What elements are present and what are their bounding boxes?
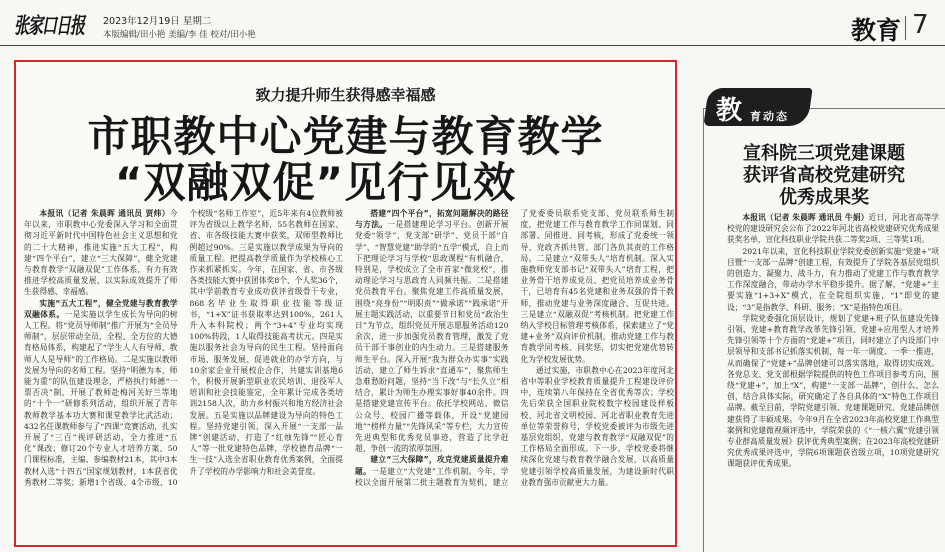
paragraph-text: 近日，河北省高等学校党的建设研究会公布了2022年河北省高校党建研究优秀成果获奖名单，宣化科技职业学院共获二等奖2项、三等奖1项。 (727, 213, 939, 245)
paragraph-lead: 搭建“四个平台”，拓宽问题解决的路径与方法。 (355, 209, 509, 230)
article-paragraph (355, 208, 509, 454)
paragraph-text: 今年以来，市职教中心党委深入学习和全面贯彻习近平新时代中国特色社会主义思想和党的二十大精神，推进实施“五大工程”，构建“四个平台”，建立“三大保障”，健全党建与教育教学“双融双促”工作体系，有力有效推进学校高质量发展，以实际成效提升了师生获得感、幸福感。 (24, 209, 178, 297)
main-article-box (14, 60, 677, 547)
sidebar-paragraph (727, 246, 939, 313)
paragraph-text: 一是建立“大党建”工作机制。今年，学校以全面开展第二批主题教育为契机，建立了党委委员联系党支部、党员联系师生制度，把党建工作与教育教学工作同谋划、同部署、同推进、同考核，形成了党委统一领导、党政齐抓共管、部门各负其责的工作格局。二是建立“双带头人”培育机制。深入实施教师党支部书记“双带头人”培育工程，把业务骨干培养成党员、把党员培养成业务骨干，已培育有45名党建和业务双强的骨干教师，推动党建与业务深度融合、互促共进。三是建立“双融双促”考核机制。把党建工作纳入学校目标管理考核体系，探索建立了“党建+业务”双向评价机制，推动党建工作与教育教学同考核、同奖惩，切实把党建优势转化为学校发展优势。 (355, 209, 674, 487)
article-paragraph (521, 365, 675, 488)
sidebar-headline-line: 宣科院三项党建课题 (743, 143, 905, 164)
sidebar-body (727, 212, 939, 546)
article-kicker: 致力提升师生获得感幸福感 (255, 86, 436, 104)
masthead-rule (0, 45, 945, 46)
headline-line-1: 市职教中心党建与教育教学 (87, 112, 604, 161)
sidebar-headline-line: 优秀成果奖 (779, 187, 869, 208)
paragraph-lead: 本报讯（记者 朱晨晖 通讯员 牛娟） (742, 213, 869, 222)
paragraph-text: 一是实施以学生成长为导向的树人工程。将“党员导师制”推广开展为“全员导师制”，层层带动全员、全程、全方位的大德育格局体系，构建起了“学生人人有导师、教师人人是导师”的工作格局。二是实施以教师发展为导向的名师工程。坚持“明德为本，师能为重”的队伍建设理念，严格执行师德“一票否决”制，开展了教师赴梅河关好兰等地的“十个一”研修系列活动，组织开展了青年教师教学基本功大赛和课堂教学比武活动；432名任课教师参与了“四课”竞赛活动，扎实开展了“三百”视评研活动，全力推进“五化”课改；修订20个专业人才培养方案、50门课程标准，主编、参编教材21本，其中3本教材入选“十四五”国家规划教材，1本获省优秀教材二等奖；新增1个省级、4个市级、10个校级“名师工作室”，近5年来有4位教师被评为省级以上教学名师，55名教师在国家、省、市各级技能大赛中获奖，双师型教师比例超过90%。三是实施以教学成果为导向的质量工程。把提高教学质量作为学校核心工作来抓紧抓实。今年，在国家、省、市各级各类技能大赛中获团体奖8个、个人奖36个，其中学前教育专业成功获评省级骨干专业，868名毕业生取得职业技能等级证书，“1+X”证书获取率达到100%，261人升入本科院校；两个“3+4”专业均实现100%转段，1人取得技能高考状元。四是实施以服务社会为导向的民生工程。坚持面向市场、服务发展、促进就业的办学方向，与10余家企业开展校企合作，共建实训基地6个，积极开展新型职业农民培训、退役军人培训和社会技能鉴定，全年累计完成各类培训2158人次，助力乡村振兴和地方经济社会发展。五是实施以品牌建设为导向的特色工程。坚持党建引领，深入开展“一支部一品牌”创建活动，打造了“红烛先锋”“匠心育人”等一批党建特色品牌，学校德育品牌“一生一技”入选全省职业教育优秀案例，全面提升了学校的办学影响力和社会美誉度。 (24, 209, 343, 487)
article-paragraph (24, 208, 178, 298)
sidebar-paragraph (727, 313, 939, 470)
section-title: 教育 (851, 16, 902, 45)
paragraph-lead: 本报讯（记者 朱晨晖 通讯员 贾炜） (39, 209, 170, 218)
sidebar-paragraph (727, 212, 939, 246)
paragraph-lead: 建立“三大保障”，攻克党建质量提升难题。 (355, 455, 509, 476)
page-number: 7 (912, 10, 929, 40)
paragraph-text: 一是搭建理论学习平台。创新开展党委“领学”、党支部“研学”、党员干部“自学”、“智慧党建”助学的“五学”模式，自上而下把理论学习与学校“思政课程”有机融合，特别是，学校成立了全市首家“微党校”，推动理论学习与思政育人同频共振。二是搭建党员教育平台。聚焦党建工作高质量发展，围绕“亮身份”“明职责”“做承诺”“践承诺”开展主题实践活动，以重要节日和党员“政治生日”为节点，组织党员开展志愿服务活动120余次，进一步加强党员教育管理，激发了党员干部干事创业的内生动力。三是搭建服务师生平台。深入开展“我为群众办实事”实践活动，建立了师生诉求“直通车”，聚焦师生急难愁盼问题，坚持“当下改”与“长久立”相结合，累计为师生办理实事好事40余件。四是搭建党建宣传平台。依托学校网站、微信公众号、校园广播等载体，开设“党建园地”“榜样力量”“先锋风采”等专栏，大力宣传先进典型和优秀党员事迹，营造了比学赶超、争创一流的浓厚氛围。 (355, 220, 509, 454)
issue-date: 2023年12月19日 星期二 (103, 16, 212, 27)
banner-title-rest: 育动态 (750, 110, 789, 123)
article-body (24, 208, 674, 542)
banner-title-big: 教 (716, 96, 743, 126)
page-credits: 本版编辑/田小艳 美编/李 佳 校对/田小艳 (103, 30, 256, 40)
paragraph-lead: 实施“五大工程”，健全党建与教育教学双融体系。 (24, 298, 178, 319)
paragraph-text: 学院党委强化顶层设计，规划了党建+班子队伍建设先锋引领、党建+教育教学改革先锋引领、党建+应用型人才培养先锋引领等十个方面的“党建+”项目，同时建立了内设部门中层领导和支部书记抓落实机制，每一年一调度、一季一推进，从而确保了“党建+”品牌创建可以落实落地，取得切实成效。各党总支、党支部根据学院提供的特色工作项目参考方向，围绕“党建+”，加上“X”，构建“一支部一品牌”，创什么、怎么创，结合具体实际，研究确定了各自具体的“X”特色工作项目品牌。截至目前，学院党建引领、党建课题研究、党建品牌创建获得了丰硕成果。今年9月在全省2023年高校党建工作典型案例和党建微视频评选中，学院荣获的《“一核六翼”党建引领专业群高质量发展》获评优秀典型案例；在2023年高校党建研究优秀成果评选中，学院6项课题获省级立项，10项党建研究课题获评优秀成果。 (727, 313, 939, 469)
paragraph-text: 通过实施，市职教中心在2023年度河北省中等职业学校教育质量提升工程建设评价中，连续第八年保持在全省优秀等次；学校先后荣获全国职业院校数字校园建设样板校、河北省文明校园、河北省职业教育先进单位等荣誉称号，学校党委被评为市级先进基层党组织，党建与教育教学“双融双促”的工作格局全面形成。下一步，学校党委将继续深化党建与教育教学融合发展，以高质量党建引领学校高质量发展，为建设新时代职业教育强市贡献更大力量。 (520, 365, 674, 487)
newspaper-logo: 张家口日报 (14, 12, 85, 39)
sidebar-headline-line: 获评省高校党建研究 (743, 165, 905, 186)
sidebar-headline (703, 143, 945, 209)
headline-line-2: “双融双促”见行见效 (114, 158, 517, 207)
section-divider (905, 16, 906, 40)
paragraph-text: 2021年以来，宣化科技职业学院党委创新实施“党建+”项目暨“一支部一品牌”创建工程，有效提升了学院各基层党组织的创造力、凝聚力、战斗力，有力推动了党建工作与教育教学工作深度融合，带动办学水平稳步提升。据了解，“党建+”主要实施“1+3+X”模式，在全院组织实施，“1”即党的建设；“3”是指教学、科研、服务；“X”是指特色项目。 (727, 246, 939, 312)
